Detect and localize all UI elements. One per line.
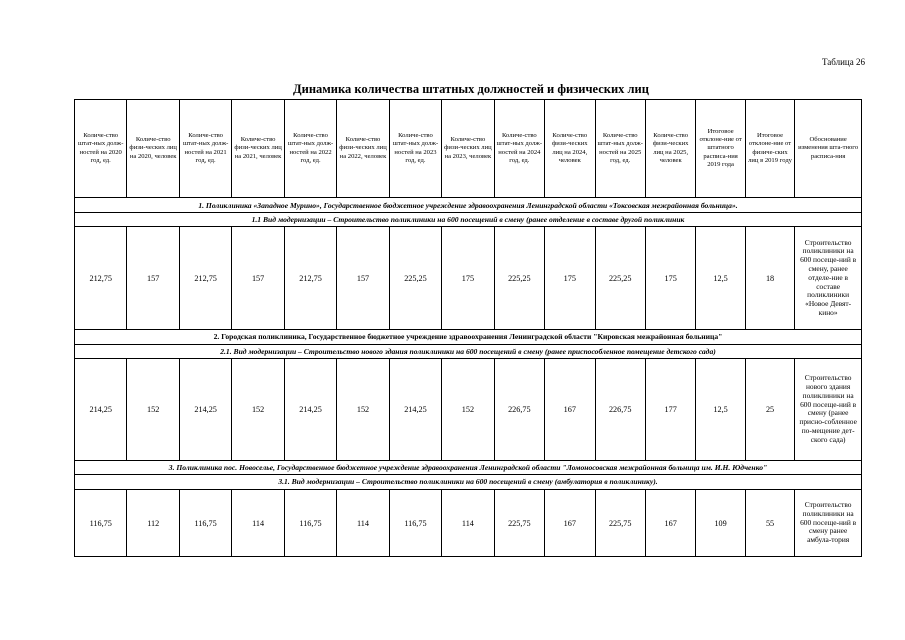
section-subtitle: 1.1 Вид модернизации – Строительство поликлиники на 600 посещений в смену (ранее отделение в составе другой поликлиник bbox=[75, 213, 862, 227]
data-row bbox=[75, 359, 862, 460]
value-cell: 152 bbox=[442, 359, 494, 460]
value-cell: 18 bbox=[745, 227, 794, 329]
header-cell: Итоговое отклоне-ние от физиче-ских лиц в 2019 году bbox=[745, 100, 794, 198]
value-cell: 225,25 bbox=[494, 227, 544, 329]
data-row bbox=[75, 490, 862, 557]
value-cell: 12,5 bbox=[696, 359, 745, 460]
value-cell: 175 bbox=[645, 227, 695, 329]
header-cell: Количе-ство физи-ческих лиц на 2023, человек bbox=[442, 100, 494, 198]
value-cell: 226,75 bbox=[494, 359, 544, 460]
section-subtitle-row bbox=[75, 345, 862, 359]
header-cell: Обоснование изменения шта-тного расписа-ния bbox=[795, 100, 862, 198]
value-cell: 152 bbox=[337, 359, 389, 460]
value-cell: 109 bbox=[696, 490, 745, 557]
value-cell: 116,75 bbox=[75, 490, 127, 557]
value-cell: 114 bbox=[232, 490, 284, 557]
staff-dynamics-table bbox=[74, 99, 862, 557]
value-cell: 167 bbox=[545, 359, 595, 460]
value-cell: 116,75 bbox=[284, 490, 336, 557]
value-cell: 25 bbox=[745, 359, 794, 460]
section-title-row bbox=[75, 460, 862, 474]
value-cell: 157 bbox=[337, 227, 389, 329]
header-cell: Количе-ство штат-ных долж-ностей на 2020 год, ед. bbox=[75, 100, 127, 198]
value-cell: 152 bbox=[232, 359, 284, 460]
value-cell: 112 bbox=[127, 490, 179, 557]
header-cell: Количе-ство штат-ных долж-ностей на 2021 год, ед. bbox=[179, 100, 231, 198]
section-title-row bbox=[75, 198, 862, 213]
value-cell: 212,75 bbox=[284, 227, 336, 329]
value-cell: 225,75 bbox=[595, 490, 645, 557]
value-cell: 225,25 bbox=[389, 227, 441, 329]
section-title-row bbox=[75, 329, 862, 344]
value-cell: 114 bbox=[337, 490, 389, 557]
value-cell: 116,75 bbox=[179, 490, 231, 557]
data-row bbox=[75, 227, 862, 329]
value-cell: 225,25 bbox=[595, 227, 645, 329]
value-cell: 214,25 bbox=[284, 359, 336, 460]
header-cell: Количе-ство физи-ческих лиц на 2024, человек bbox=[545, 100, 595, 198]
header-cell: Количе-ство штат-ных долж-ностей на 2022 год, ед. bbox=[284, 100, 336, 198]
value-cell: 177 bbox=[645, 359, 695, 460]
value-cell: 12,5 bbox=[696, 227, 745, 329]
value-cell: 157 bbox=[232, 227, 284, 329]
section-subtitle: 2.1. Вид модернизации – Строительство нового здания поликлиники на 600 посещений в смену (ранее приспособленное помещение детского сада) bbox=[75, 345, 862, 359]
table-number-label: Таблица 26 bbox=[822, 57, 865, 67]
header-cell: Количе-ство штат-ных долж-ностей на 2025 год, ед. bbox=[595, 100, 645, 198]
section-subtitle: 3.1. Вид модернизации – Строительство поликлиники на 600 посещений в смену (амбулатория в поликлинику). bbox=[75, 474, 862, 489]
value-cell: 157 bbox=[127, 227, 179, 329]
value-cell: 167 bbox=[545, 490, 595, 557]
value-cell: 214,25 bbox=[75, 359, 127, 460]
document-title: Динамика количества штатных должностей и физических лиц bbox=[293, 82, 649, 96]
value-cell: 152 bbox=[127, 359, 179, 460]
section-title: 3. Поликлиника пос. Новоселье, Государственное бюджетное учреждение здравоохранения Ленинградской области "Ломоносовская межрайонная больница им. И.Н. Юдченко" bbox=[75, 460, 862, 474]
value-cell: 175 bbox=[442, 227, 494, 329]
value-cell: 226,75 bbox=[595, 359, 645, 460]
header-cell: Количе-ство физи-ческих лиц на 2025, человек bbox=[645, 100, 695, 198]
header-cell: Количе-ство штат-ных долж-ностей на 2024 год, ед. bbox=[494, 100, 544, 198]
justification-cell: Строительство поликлиники на 600 посеще-ний в смену ранее амбула-тория bbox=[795, 490, 862, 557]
value-cell: 214,25 bbox=[389, 359, 441, 460]
header-row bbox=[75, 100, 862, 198]
justification-cell: Строительство поликлиники на 600 посеще-ний в смену, ранее отделе-ние в составе поликлиники «Новое Девят-кино» bbox=[795, 227, 862, 329]
section-subtitle-row bbox=[75, 474, 862, 489]
value-cell: 55 bbox=[745, 490, 794, 557]
value-cell: 114 bbox=[442, 490, 494, 557]
value-cell: 212,75 bbox=[179, 227, 231, 329]
value-cell: 175 bbox=[545, 227, 595, 329]
header-cell: Количе-ство физи-ческих лиц на 2020, человек bbox=[127, 100, 179, 198]
section-subtitle-row bbox=[75, 213, 862, 227]
header-cell: Количе-ство физи-ческих лиц на 2022, человек bbox=[337, 100, 389, 198]
value-cell: 214,25 bbox=[179, 359, 231, 460]
value-cell: 212,75 bbox=[75, 227, 127, 329]
section-title: 1. Поликлиника «Западное Мурино», Государственное бюджетное учреждение здравоохранения Ленинградской области «Токсовская межрайонная больница». bbox=[75, 198, 862, 213]
justification-cell: Строительство нового здания поликлиники на 600 посеще-ний в смену (ранее присно-собленное по-мещение дет-ского сада) bbox=[795, 359, 862, 460]
header-cell: Итоговое отклоне-ние от штатного расписа-ния 2019 года bbox=[696, 100, 745, 198]
value-cell: 167 bbox=[645, 490, 695, 557]
value-cell: 116,75 bbox=[389, 490, 441, 557]
header-cell: Количе-ство физи-ческих лиц на 2021, человек bbox=[232, 100, 284, 198]
header-cell: Количе-ство штат-ных долж-ностей на 2023 год, ед. bbox=[389, 100, 441, 198]
value-cell: 225,75 bbox=[494, 490, 544, 557]
section-title: 2. Городская поликлиника, Государственное бюджетное учреждение здравоохранения Ленинградской области "Кировская межрайонная больница" bbox=[75, 329, 862, 344]
